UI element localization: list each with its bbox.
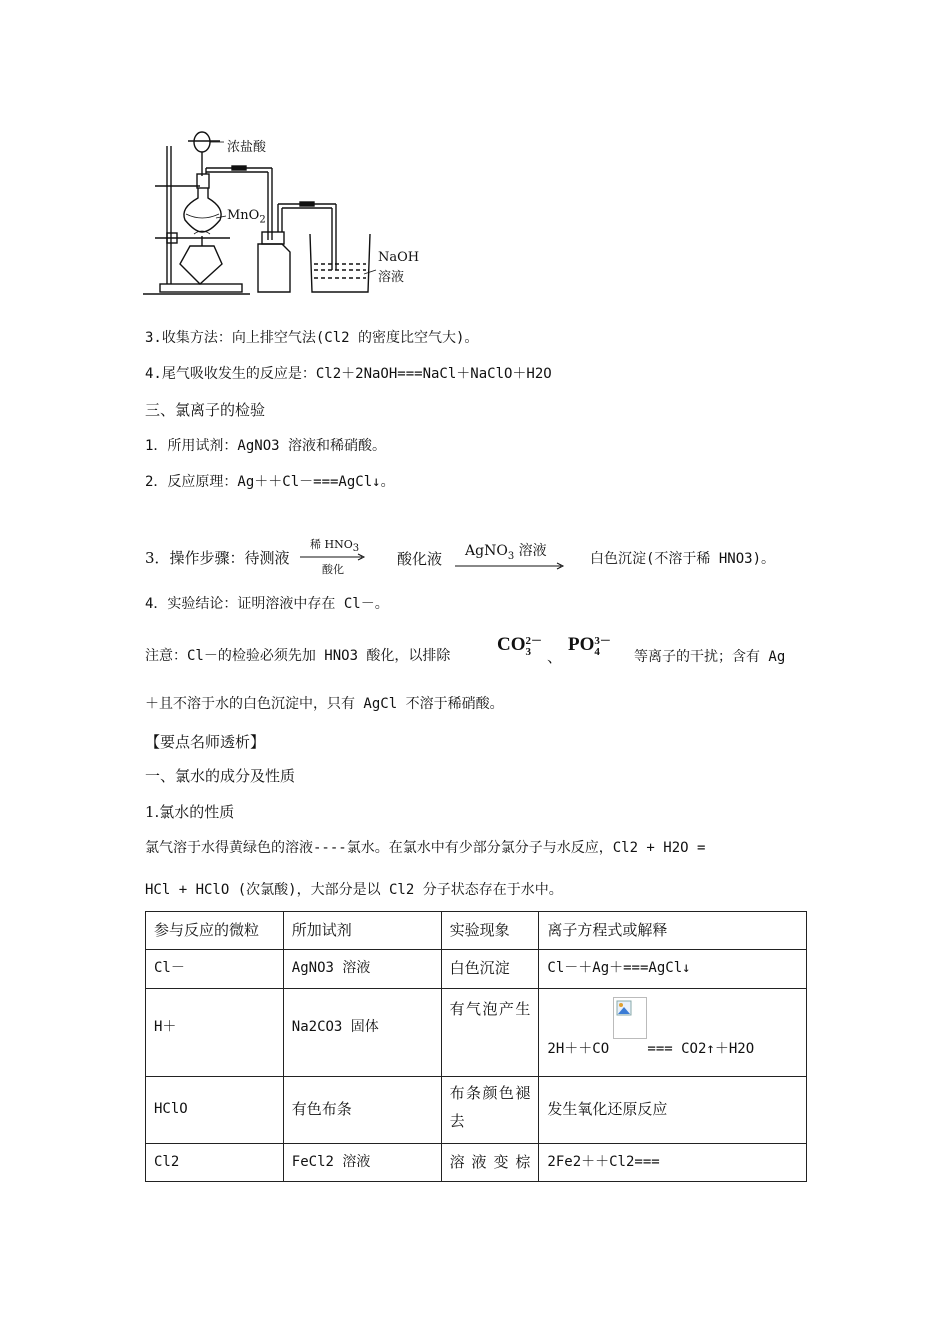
- header-equation: 离子方程式或解释: [539, 912, 807, 950]
- arrow1-top-label: [310, 536, 359, 554]
- po4-text: PO: [568, 634, 595, 655]
- table-row: [146, 1077, 807, 1144]
- co3-sup: 2－: [525, 635, 542, 647]
- op-prefix: 3．操作步骤：待测液: [145, 549, 290, 567]
- label-naoh-solution: 溶液: [378, 270, 405, 285]
- cell-reagent: FeCl2 溶液: [283, 1144, 441, 1182]
- paragraph-line-1: 氯气溶于水得黄绿色的溶液----氯水。在氯水中有少部分氯分子与水反应，Cl2 + H2O =: [145, 840, 706, 856]
- table-header-row: [146, 912, 807, 950]
- carbonate-formula: [497, 634, 540, 656]
- conclusion: 4．实验结论：证明溶液中存在 Cl－。: [145, 596, 389, 612]
- cell-reagent: 有色布条: [283, 1077, 441, 1144]
- label-concentrated-hcl: 浓盐酸: [227, 140, 267, 155]
- broken-image-icon: [613, 997, 647, 1039]
- arrow2-top-suffix: 溶液: [514, 543, 547, 559]
- note-continued: ＋且不溶于水的白色沉淀中，只有 AgCl 不溶于稀硝酸。: [145, 696, 504, 712]
- co3-text: CO: [497, 634, 526, 655]
- cell-equation: 2Fe2＋＋Cl2===: [539, 1144, 807, 1182]
- label-naoh: NaOH: [378, 250, 420, 265]
- white-precipitate: 白色沉淀(不溶于稀 HNO3)。: [590, 551, 776, 567]
- paragraph-line-2: HCl + HClO (次氯酸)，大部分是以 Cl2 分子状态存在于水中。: [145, 882, 563, 898]
- cell-phenomenon: 有气泡产生: [441, 989, 539, 1077]
- label-mno2-text: MnO: [227, 208, 260, 223]
- co3-sub: 3: [525, 646, 531, 658]
- cell-reagent: Na2CO3 固体: [283, 989, 441, 1077]
- section-chloride-test: 三、氯离子的检验: [145, 401, 266, 419]
- operation-steps: [145, 548, 290, 568]
- note-suffix: 等离子的干扰；含有 Ag: [634, 649, 786, 665]
- arrow1-top-text: 稀 HNO: [310, 538, 353, 551]
- note-text: 注意：Cl－的检验必须先加 HNO3 酸化，以排除: [145, 648, 451, 664]
- arrow2-top-sub: 3: [507, 550, 515, 562]
- arrow-agno3: [455, 540, 565, 574]
- cell-particle: Cl2: [146, 1144, 284, 1182]
- cell-reagent: AgNO3 溶液: [283, 950, 441, 989]
- collection-method: 3.收集方法：向上排空气法(Cl2 的密度比空气大)。: [145, 330, 479, 346]
- label-mno2-sub: 2: [259, 214, 266, 226]
- section-chlorine-water: 一、氯水的成分及性质: [145, 767, 296, 785]
- header-phenomenon: 实验现象: [441, 912, 539, 950]
- cell-phenomenon: 白色沉淀: [441, 950, 539, 989]
- table-row: [146, 950, 807, 989]
- po4-sup: 3－: [594, 635, 611, 647]
- reagents: 1．所用试剂：AgNO3 溶液和稀硝酸。: [145, 438, 387, 454]
- equation-part2: === CO2↑＋H2O: [647, 1041, 755, 1057]
- cell-particle: HClO: [146, 1077, 284, 1144]
- tail-gas-reaction: 4.尾气吸收发生的反应是：Cl2＋2NaOH===NaCl＋NaClO＋H2O: [145, 366, 552, 382]
- cell-phenomenon: 布条颜色褪去: [441, 1077, 539, 1144]
- phosphate-formula: [568, 634, 611, 658]
- cell-equation: [539, 989, 807, 1077]
- arrow1-bottom-label: 酸化: [322, 563, 344, 576]
- reaction-principle: 2．反应原理：Ag＋＋Cl－===AgCl↓。: [145, 474, 395, 490]
- separator: 、: [547, 648, 563, 666]
- po4-sub: 4: [594, 646, 600, 658]
- table-row: [146, 989, 807, 1077]
- header-particle: 参与反应的微粒: [146, 912, 284, 950]
- arrow2-top-label: [465, 540, 547, 562]
- header-reagent: 所加试剂: [283, 912, 441, 950]
- cell-equation: Cl－＋Ag＋===AgCl↓: [539, 950, 807, 989]
- arrow1-line: [300, 553, 366, 561]
- arrow2-top-text: AgNO: [465, 543, 508, 559]
- cell-phenomenon: 溶液变棕: [441, 1144, 539, 1182]
- table-row: [146, 1144, 807, 1182]
- key-points-heading: 【要点名师透析】: [145, 733, 266, 751]
- equation-part1: 2H＋＋CO: [547, 1041, 610, 1057]
- cell-particle: H＋: [146, 989, 284, 1077]
- label-mno2: [227, 208, 266, 226]
- arrow2-line: [455, 562, 565, 570]
- acidified-solution: 酸化液: [397, 550, 443, 568]
- chlorine-water-table: [145, 911, 807, 1182]
- cell-equation: 发生氧化还原反应: [539, 1077, 807, 1144]
- arrow-acidify: [300, 536, 366, 576]
- arrow1-top-sub: 3: [352, 543, 360, 555]
- subsection-properties: 1.氯水的性质: [145, 803, 235, 821]
- cell-particle: Cl－: [146, 950, 284, 989]
